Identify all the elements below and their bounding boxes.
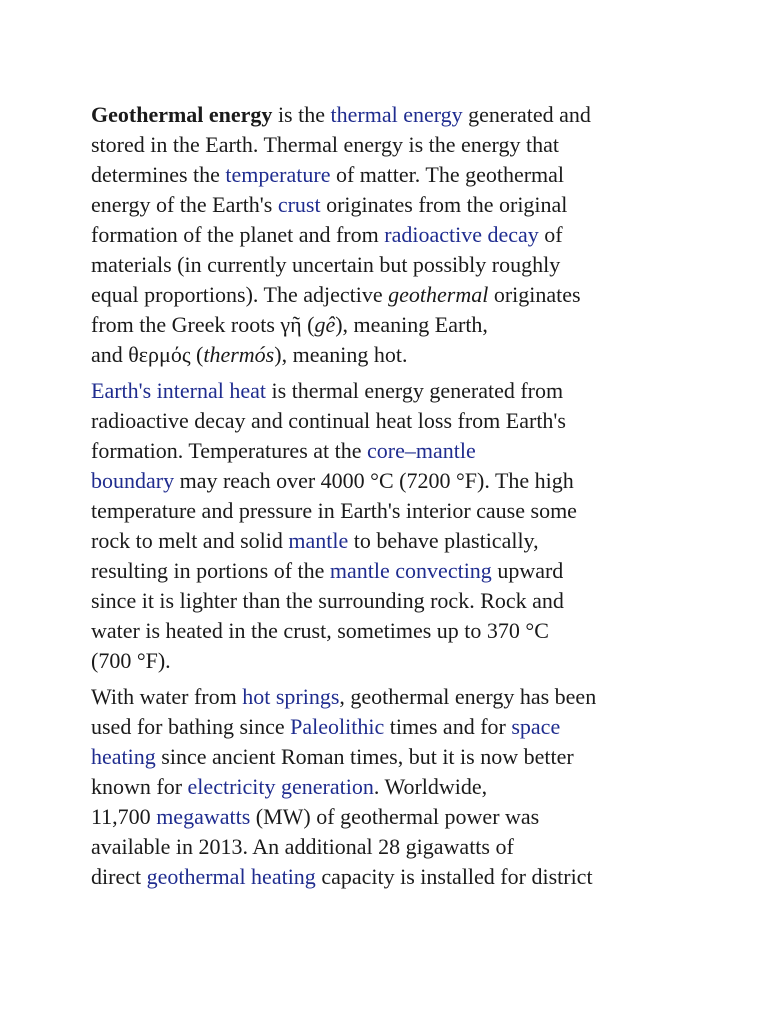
- text-run: . Worldwide,: [373, 774, 488, 799]
- text-line: [91, 310, 691, 340]
- inline-link[interactable]: Paleolithic: [290, 714, 385, 739]
- inline-link[interactable]: boundary: [91, 468, 175, 493]
- inline-link[interactable]: hot springs: [242, 684, 340, 709]
- text-run: capacity is installed for district: [315, 864, 593, 889]
- text-run: originates: [488, 282, 581, 307]
- text-run: With water from: [91, 684, 243, 709]
- text-line: [91, 466, 691, 496]
- text-run: materials (in currently uncertain but possibly roughly: [91, 252, 561, 277]
- paragraph-1: [91, 100, 691, 370]
- inline-link[interactable]: megawatts: [156, 804, 251, 829]
- article-body: [91, 100, 691, 898]
- text-run: equal proportions). The adjective: [91, 282, 389, 307]
- text-line: [91, 556, 691, 586]
- text-line: [91, 160, 691, 190]
- text-run: , geothermal energy has been: [339, 684, 597, 709]
- inline-link[interactable]: Earth's internal heat: [91, 378, 267, 403]
- text-run: water is heated in the crust, sometimes up to 370 °C: [91, 618, 549, 643]
- text-line: [91, 436, 691, 466]
- text-run: direct: [91, 864, 147, 889]
- text-line: [91, 190, 691, 220]
- text-run: (MW) of geothermal power was: [250, 804, 540, 829]
- text-line: [91, 100, 691, 130]
- inline-link[interactable]: temperature: [225, 162, 331, 187]
- inline-link[interactable]: radioactive decay: [384, 222, 539, 247]
- text-line: [91, 280, 691, 310]
- text-line: [91, 586, 691, 616]
- text-run: radioactive decay and continual heat loss from Earth's: [91, 408, 566, 433]
- text-run: since it is lighter than the surrounding rock. Rock and: [91, 588, 564, 613]
- text-run: (700 °F).: [91, 648, 171, 673]
- text-line: [91, 682, 691, 712]
- text-run: times and for: [384, 714, 512, 739]
- text-line: [91, 376, 691, 406]
- text-run: of matter. The geothermal: [330, 162, 565, 187]
- text-run: formation. Temperatures at the: [91, 438, 368, 463]
- text-run: determines the: [91, 162, 226, 187]
- text-run: known for: [91, 774, 188, 799]
- text-line: [91, 712, 691, 742]
- text-run: may reach over 4000 °C (7200 °F). The high: [174, 468, 574, 493]
- text-line: [91, 130, 691, 160]
- text-line: [91, 406, 691, 436]
- text-line: [91, 496, 691, 526]
- text-line: [91, 340, 691, 370]
- inline-link[interactable]: crust: [277, 192, 321, 217]
- text-run: 11,700: [91, 804, 157, 829]
- text-run: generated and: [462, 102, 591, 127]
- text-run: upward: [491, 558, 564, 583]
- text-run: ), meaning hot.: [274, 342, 408, 367]
- paragraph-2: [91, 376, 691, 676]
- text-run: of: [538, 222, 563, 247]
- text-run: resulting in portions of the: [91, 558, 330, 583]
- text-run: formation of the planet and from: [91, 222, 385, 247]
- inline-link[interactable]: core–mantle: [367, 438, 476, 463]
- text-run: available in 2013. An additional 28 gigawatts of: [91, 834, 514, 859]
- text-run: from the Greek roots γῆ (: [91, 312, 315, 337]
- inline-link[interactable]: space: [511, 714, 561, 739]
- text-run: rock to melt and solid: [91, 528, 289, 553]
- text-run: since ancient Roman times, but it is now better: [155, 744, 574, 769]
- text-line: [91, 526, 691, 556]
- inline-link[interactable]: geothermal heating: [146, 864, 316, 889]
- inline-link[interactable]: electricity generation: [187, 774, 374, 799]
- text-line: [91, 250, 691, 280]
- paragraph-3: [91, 682, 691, 892]
- text-run: and θερμός (: [91, 342, 204, 367]
- italic-term: geothermal: [388, 282, 489, 307]
- text-run: temperature and pressure in Earth's interior cause some: [91, 498, 577, 523]
- text-run: is the: [272, 102, 331, 127]
- text-run: stored in the Earth. Thermal energy is the energy that: [91, 132, 559, 157]
- text-run: used for bathing since: [91, 714, 291, 739]
- text-run: to behave plastically,: [348, 528, 539, 553]
- text-line: [91, 832, 691, 862]
- text-run: originates from the original: [320, 192, 568, 217]
- text-line: [91, 742, 691, 772]
- text-run: ), meaning Earth,: [335, 312, 488, 337]
- text-line: [91, 772, 691, 802]
- text-line: [91, 616, 691, 646]
- inline-link[interactable]: mantle: [288, 528, 349, 553]
- bold-term: Geothermal energy: [91, 102, 273, 127]
- italic-term: gê: [314, 312, 336, 337]
- inline-link[interactable]: heating: [91, 744, 156, 769]
- inline-link[interactable]: thermal energy: [330, 102, 463, 127]
- inline-link[interactable]: mantle convecting: [329, 558, 492, 583]
- text-line: [91, 220, 691, 250]
- text-line: [91, 646, 691, 676]
- italic-term: thermós: [203, 342, 275, 367]
- text-line: [91, 802, 691, 832]
- text-line: [91, 862, 691, 892]
- text-run: is thermal energy generated from: [266, 378, 564, 403]
- text-run: energy of the Earth's: [91, 192, 278, 217]
